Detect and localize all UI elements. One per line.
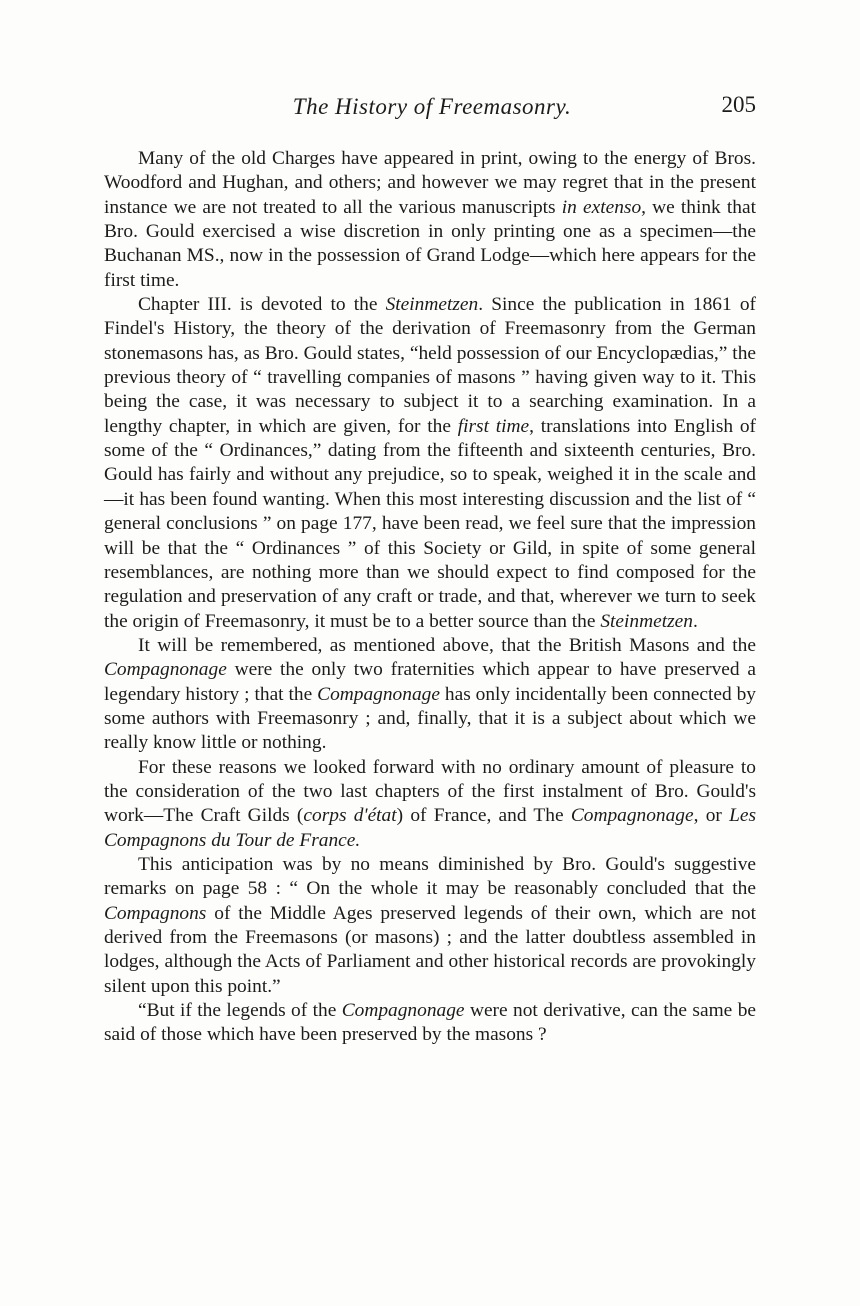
text-run: ) of France, and The [396, 805, 571, 827]
text-run: , translations into English of some of the “ Ordinances,” dating from the fifteenth and sixteenth centuries, Bro. Gould has fairly and without any prejudice, so to speak, weighed it in the scale and—it has been found wanting. When this most interesting discussion and the list of “ general conclusions ” on page 177, have been read, we feel sure that the impression will be that the “ Ordinances ” of this Society or Gild, in spite of some general resemblances, are nothing more than we should expect to find composed for the regulation and preservation of any craft or trade, and that, wherever we turn to seek the origin of Freemasonry, it must be to a better source than the [104, 415, 756, 632]
paragraph-2 [104, 293, 756, 634]
text-run: Chapter III. is devoted to the [138, 294, 386, 316]
text-run: For these reasons we looked forward with no ordinary amount of pleasure to the consideration of the two last chapters of the first instalment of Bro. Gould's work—The Craft Gilds ( [104, 756, 756, 827]
page-number: 205 [721, 92, 756, 117]
italic-run: Steinmetzen [385, 294, 479, 316]
text-run: were not derivative, can the same be said of those which have been preserved by the masons ? [104, 1000, 756, 1046]
text-run: . Since the publication in 1861 of Findel's History, the theory of the derivation of Freemasonry from the German stonemasons has, as Bro. Gould states, “held possession of our Encyclopædias,” the previous theory of “ travelling companies of masons ” having given way to it. This being the case, it was necessary to subject it to a searching examination. In a lengthy chapter, in which are given, for the [104, 294, 756, 437]
italic-run: in extenso [561, 196, 642, 218]
page-header [104, 90, 760, 126]
italic-run: Compagnonage [341, 1000, 465, 1022]
text-run: , or [693, 805, 730, 827]
italic-run: Compagnonage [104, 659, 227, 681]
paragraph-3 [104, 634, 756, 756]
text-run: of the Middle Ages preserved legends of their own, which are not derived from the Freemasons (or masons) ; and the latter doubtless assembled in lodges, although the Acts of Parliament and other historical records are provokingly silent upon this point.” [104, 902, 756, 997]
running-title: The History of Freemasonry. [292, 94, 572, 119]
text-run: has only incidentally been connected by some authors with Freemasonry ; and, finally, that it is a subject about which we really know little or nothing. [104, 683, 756, 754]
paragraph-6 [104, 999, 756, 1048]
text-run: . [692, 610, 698, 632]
text-run: , we think that Bro. Gould exercised a wise discretion in only printing one as a specimen—the Buchanan MS., now in the possession of Grand Lodge—which here appears for the first time. [104, 196, 756, 291]
paragraph-5 [104, 853, 756, 999]
body-text [104, 147, 756, 1048]
italic-run: Les Compagnons du Tour de France. [104, 805, 757, 851]
paragraph-1 [104, 147, 756, 293]
italic-run: first time [457, 415, 530, 437]
text-run: It will be remembered, as mentioned above, that the British Masons and the [138, 634, 756, 656]
text-run: were the only two fraternities which appear to have preserved a legendary history ; that the [104, 659, 756, 705]
italic-run: Steinmetzen [600, 610, 693, 632]
italic-run: Compagnonage [317, 683, 440, 705]
italic-run: corps d'état [303, 805, 397, 827]
italic-run: Compagnons [104, 902, 207, 924]
italic-run: Compagnonage [570, 805, 694, 827]
paragraph-4 [104, 756, 756, 853]
text-run: This anticipation was by no means diminished by Bro. Gould's suggestive remarks on page 58 : “ On the whole it may be reasonably concluded that the [104, 853, 756, 900]
text-run: Many of the old Charges have appeared in print, owing to the energy of Bros. Woodford and Hughan, and others; and however we may regret that in the present instance we are not treated to all the various manuscripts [104, 148, 756, 218]
text-run: “But if the legends of the [138, 1000, 342, 1022]
